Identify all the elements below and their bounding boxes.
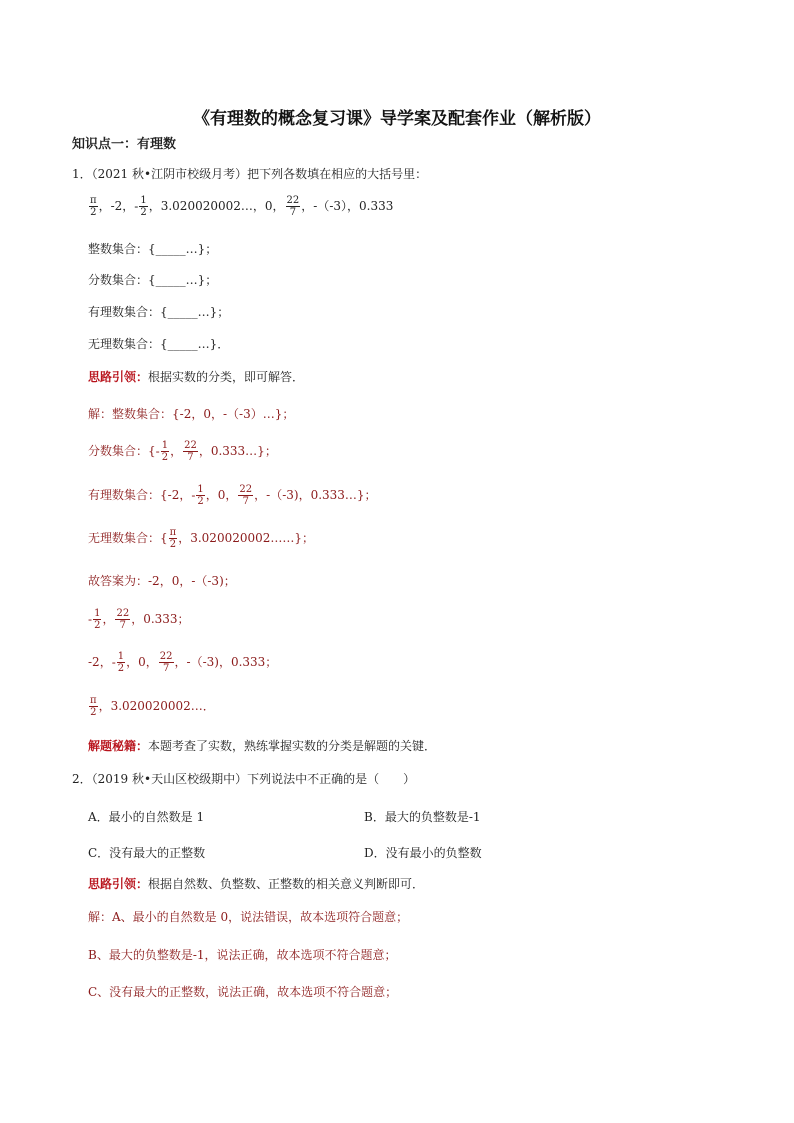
q1-answer-line-2: - $\frac{1}{2}$ ， $\frac{22}{7}$ ，0.333； [88,608,190,631]
q1-number-list: $\frac{\pi}{2}$ ，-2，- $\frac{1}{2}$ ，3.020020002…，0， $\frac{22}{7}$ ，-（-3），0.333 [90,195,394,218]
q2-solution-c: C、没有最大的正整数，说法正确，故本选项不符合题意； [88,985,398,999]
secret-label: 解题秘籍： [88,739,149,753]
q1-answer-line-3: -2，- $\frac{1}{2}$ ，0， $\frac{22}{7}$ ，-（-3)，0.333； [88,651,278,674]
fraction-one-half: $\frac{1}{2}$ [140,195,147,218]
fraction-pi-over-2: $\frac{\pi}{2}$ [90,195,97,218]
q1-solution-rationals: 有理数集合：{-2，- $\frac{1}{2}$ ，0， $\frac{22}{7}$ ，-（-3)，0.333…}； [88,484,377,507]
document-title: 《有理数的概念复习课》导学案及配套作业（解析版） [193,109,601,129]
q2-option-a: A．最小的自然数是 1 [88,810,205,824]
q2-stem: 2．（2019 秋•天山区校级期中）下列说法中不正确的是（ ） [72,772,416,786]
fraction-22-over-7: $\frac{22}{7}$ [286,195,300,218]
q2-solution-b: B、最大的负整数是-1，说法正确，故本选项不符合题意； [88,948,397,962]
q1-rational-blank: 有理数集合：{_____…}； [88,305,230,319]
hint-label: 思路引领： [88,370,149,384]
q1-integer-blank: 整数集合：{_____…}； [88,242,218,256]
q1-secret: 解题秘籍：本题考查了实数，熟练掌握实数的分类是解题的关键． [88,739,437,753]
q1-solution-integers: 解：整数集合：{-2，0，-（-3）…}； [88,407,295,421]
q1-answer-line-1: 故答案为：-2，0，-（-3)； [88,574,236,588]
q2-option-d: D．没有最小的负整数 [364,846,482,860]
q1-irrational-blank: 无理数集合：{_____…}． [88,337,230,351]
q2-hint: 思路引领：根据自然数、负整数、正整数的相关意义判断即可． [88,877,425,891]
q1-fraction-blank: 分数集合：{_____…}； [88,273,218,287]
q1-hint: 思路引领：根据实数的分类，即可解答． [88,370,305,384]
q2-option-c: C．没有最大的正整数 [88,846,206,860]
section-heading: 知识点一：有理数 [72,137,177,152]
q2-option-b: B．最大的负整数是-1 [364,810,481,824]
hint-label: 思路引领： [88,877,149,891]
q2-solution-a: 解：A、最小的自然数是 0，说法错误，故本选项符合题意； [88,910,409,924]
q1-stem: 1．（2021 秋•江阴市校级月考）把下列各数填在相应的大括号里： [72,167,428,181]
q1-solution-fractions: 分数集合：{- $\frac{1}{2}$ ， $\frac{22}{7}$ ，0.333…}； [88,440,277,463]
q1-answer-line-4: $\frac{\pi}{2}$ ，3.020020002…． [90,695,215,718]
q1-solution-irrationals: 无理数集合：{ $\frac{\pi}{2}$ ，3.020020002……}； [88,527,315,550]
